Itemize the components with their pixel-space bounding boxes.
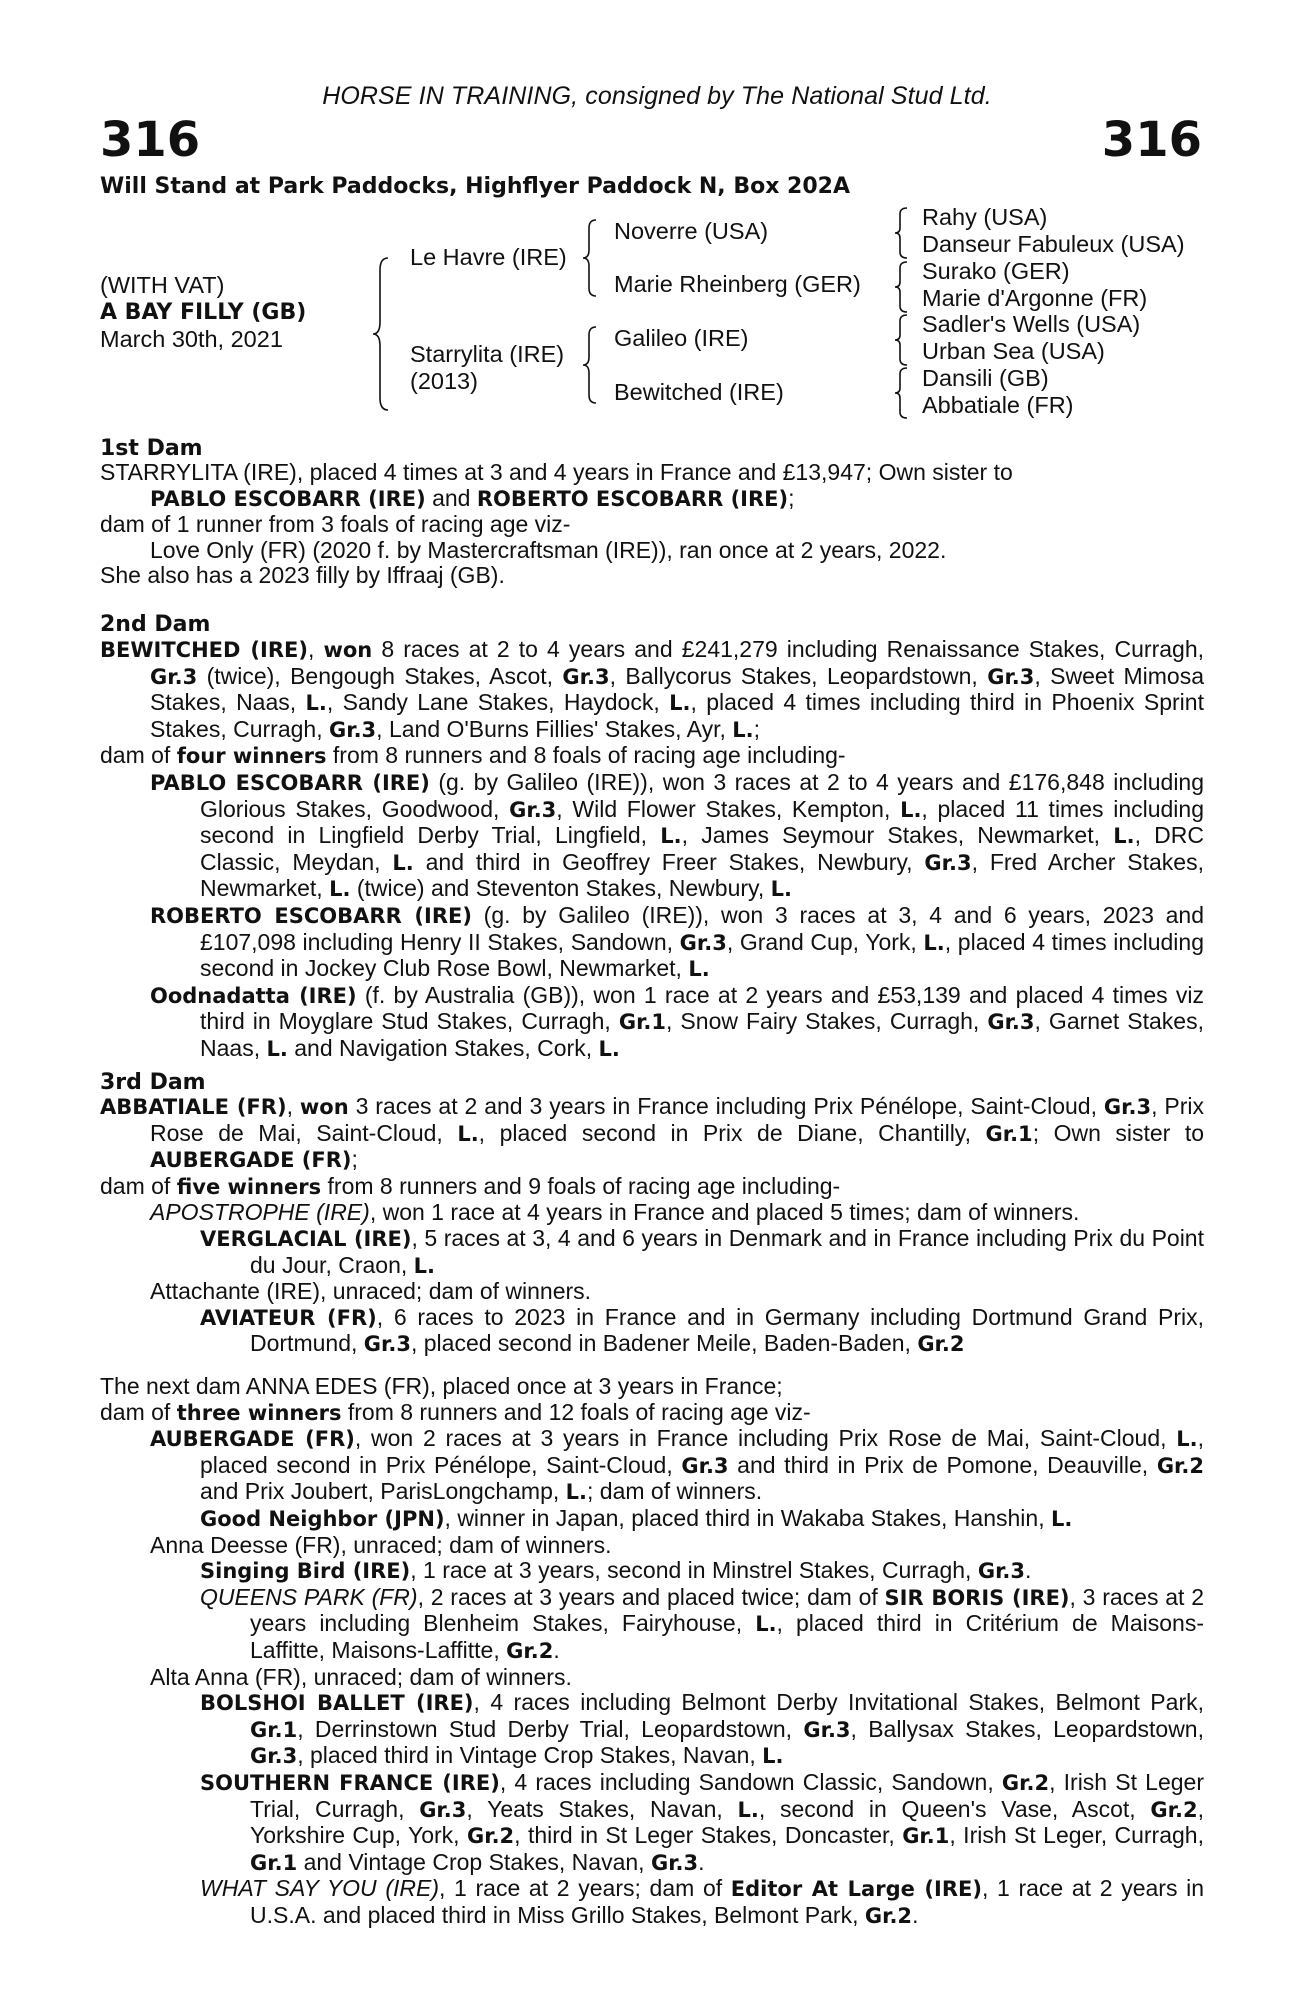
first-dam-section <box>100 460 1204 589</box>
text: , won 1 race at 4 years in France and placed 5 times; dam of winners. <box>369 1199 1080 1226</box>
aviateur-entry <box>100 1305 1204 1358</box>
text: , won 2 races at 3 years in France including Prix Rose de Mai, Saint-Cloud, <box>354 1425 1177 1452</box>
first-dam-sister-line <box>100 486 1204 513</box>
anna-deesse-entry <box>100 1533 1204 1559</box>
dam: Starrylita (IRE) <box>410 341 565 367</box>
text: , Sandy Lane Stakes, Haydock, <box>326 689 670 716</box>
horse-name: PABLO ESCOBARR (IRE) <box>150 486 426 511</box>
third-dam-section <box>100 1094 1204 1358</box>
horse-name: BOLSHOI BALLET (IRE) <box>200 1691 474 1716</box>
sire-dam: Marie Rheinberg (GER) <box>614 271 861 297</box>
text: , Yeats Stakes, Navan, <box>466 1795 738 1822</box>
text: and third in Geoffrey Freer Stakes, Newbury, <box>413 848 925 875</box>
text: from 8 runners and 8 foals of racing age including- <box>326 742 846 769</box>
ssd: Danseur Fabuleux (USA) <box>922 231 1185 257</box>
text: , Yorkshire Cup, York, <box>250 1795 1204 1849</box>
grade: Gr.3 <box>924 850 972 875</box>
brace-main <box>370 256 394 412</box>
text: and third in Prix de Pomone, Deauville, <box>728 1451 1157 1478</box>
text: , 1 race at 2 years in U.S.A. and placed third in Miss Grillo Stakes, Belmont Park, <box>250 1875 1205 1928</box>
sire: Le Havre (IRE) <box>410 244 567 270</box>
third-dam-title: 3rd Dam <box>100 1070 206 1095</box>
grade: Gr.2 <box>1156 1453 1205 1478</box>
text: and Prix Joubert, ParisLongchamp, <box>200 1478 566 1505</box>
singing-bird-entry <box>100 1558 1204 1585</box>
lot-name: A BAY FILLY (GB) <box>100 300 307 325</box>
what-say-you-entry <box>100 1876 1204 1929</box>
horse-name: ROBERTO ESCOBARR (IRE) <box>150 903 472 928</box>
grade: Gr.3 <box>328 717 377 742</box>
grade: Gr.3 <box>250 1744 298 1769</box>
text: , Sweet Mimosa Stakes, Naas, <box>150 662 1204 716</box>
text: and Navigation Stakes, Cork, <box>287 1034 599 1061</box>
text: dam of <box>100 742 177 769</box>
stand-location: Will Stand at Park Paddocks, Highflyer Paddock N, Box 202A <box>100 174 851 199</box>
verglacial-entry <box>100 1226 1204 1279</box>
horse-name: ROBERTO ESCOBARR (IRE) <box>476 486 789 511</box>
horse-name: AUBERGADE (FR) <box>150 1148 352 1173</box>
text: , Grand Cup, York, <box>726 928 924 955</box>
text: won <box>299 1095 349 1119</box>
brace-dd <box>892 366 912 420</box>
grade: L. <box>732 717 754 742</box>
horse-name: QUEENS PARK (FR) <box>200 1583 418 1610</box>
grade: L. <box>688 957 710 982</box>
ddd: Abbatiale (FR) <box>922 392 1074 418</box>
grade: Gr.2 <box>1001 1770 1050 1795</box>
text: , placed second in Prix Pénélope, Saint-Cloud, <box>200 1425 1205 1478</box>
horse-name: Oodnadatta (IRE) <box>150 983 357 1008</box>
text: 3 races at 2 and 3 years in France including Prix Pénélope, Saint-Cloud, <box>348 1093 1104 1119</box>
text: , <box>286 1093 300 1119</box>
grade: Gr.3 <box>681 1453 729 1478</box>
grade: L. <box>737 1797 759 1822</box>
grade: Gr.3 <box>562 664 610 689</box>
grade: L. <box>660 824 682 849</box>
second-dam-produce <box>100 743 1204 770</box>
grade: L. <box>329 877 351 902</box>
sds: Surako (GER) <box>922 258 1070 284</box>
grade: Gr.2 <box>1150 1797 1198 1822</box>
text: , Ballycorus Stakes, Leopardstown, <box>609 662 988 689</box>
grade: Gr.3 <box>150 664 198 689</box>
text: , 1 race at 3 years, second in Minstrel Stakes, Curragh, <box>410 1557 978 1584</box>
grade: L. <box>565 1480 588 1505</box>
pablo-entry <box>100 770 1204 903</box>
grade: Gr.1 <box>902 1824 950 1849</box>
horse-name: Editor At Large (IRE) <box>730 1877 982 1902</box>
brace-ss <box>892 206 912 260</box>
text: Attachante (IRE), unraced; dam of winners. <box>150 1278 592 1305</box>
text: (twice) and Steventon Stakes, Newbury, <box>350 875 771 902</box>
text: . <box>1025 1557 1032 1584</box>
grade: Gr.1 <box>250 1717 298 1742</box>
text: She also has a 2023 filly by Iffraaj (GB). <box>100 562 505 589</box>
text: , Ballysax Stakes, Leopardstown, <box>850 1715 1204 1742</box>
southern-france-entry <box>100 1770 1204 1876</box>
grade: Gr.3 <box>987 664 1035 689</box>
text: (g. by Galileo (IRE)), won 3 races at 3, 4 and 6 years, 2023 and £107,098 including Henry II Stakes, Sandown, <box>200 901 1204 955</box>
grade: L. <box>1050 1506 1073 1531</box>
grade: L. <box>1113 824 1135 849</box>
grade: Gr.3 <box>363 1332 411 1357</box>
sdd: Marie d'Argonne (FR) <box>922 285 1148 311</box>
grade: L. <box>598 1036 620 1061</box>
brace-dam <box>580 325 602 405</box>
vat-note: (WITH VAT) <box>100 272 225 298</box>
grade: Gr.1 <box>250 1850 298 1875</box>
text: . <box>698 1848 705 1875</box>
text: , James Seymour Stakes, Newmarket, <box>681 822 1114 849</box>
text: . <box>912 1901 919 1928</box>
horse-name: SOUTHERN FRANCE (IRE) <box>200 1770 500 1795</box>
first-dam-foal <box>100 538 1204 564</box>
text: STARRYLITA (IRE), placed 4 times at 3 and 4 years in France and £13,947; Own sister to <box>100 459 1013 485</box>
text: dam of <box>100 1172 177 1199</box>
lot-dob: March 30th, 2021 <box>100 326 283 352</box>
horse-name: WHAT SAY YOU (IRE) <box>200 1875 439 1902</box>
grade: Gr.1 <box>985 1121 1033 1146</box>
text: , Prix Rose de Mai, Saint-Cloud, <box>150 1093 1205 1146</box>
grade: L. <box>669 691 691 716</box>
grade: L. <box>305 691 327 716</box>
text: 8 races at 2 to 4 years and £241,279 including Renaissance Stakes, Curragh, <box>372 636 1205 662</box>
text: three winners <box>176 1400 342 1425</box>
second-dam-title: 2nd Dam <box>100 612 211 637</box>
text: won <box>323 638 373 662</box>
dam-year: (2013) <box>410 368 478 394</box>
text: , Garnet Stakes, Naas, <box>200 1008 1204 1061</box>
roberto-entry <box>100 903 1204 983</box>
first-dam-note <box>100 563 1204 589</box>
text: and <box>425 484 477 511</box>
text: , DRC Classic, Meydan, <box>200 822 1204 875</box>
text: (twice), Bengough Stakes, Ascot, <box>197 662 563 689</box>
aubergade-entry <box>100 1426 1204 1506</box>
grade: Gr.3 <box>650 1850 699 1875</box>
next-dam-produce <box>100 1400 1204 1427</box>
text: , 3 races at 2 years including Blenheim Stakes, Fairyhouse, <box>250 1583 1204 1637</box>
text: , placed second in Badener Meile, Baden-Baden, <box>410 1330 918 1357</box>
horse-name: APOSTROPHE (IRE) <box>150 1199 370 1226</box>
text: Love Only (FR) (2020 f. by Mastercraftsman (IRE)), ran once at 2 years, 2022. <box>150 536 947 563</box>
third-dam-produce <box>100 1174 1204 1201</box>
grade: Gr.2 <box>506 1638 554 1663</box>
text: (f. by Australia (GB)), won 1 race at 2 years and £53,139 and placed 4 times viz third in Moyglare Stud Stakes, Curragh, <box>200 981 1204 1035</box>
dds: Dansili (GB) <box>922 365 1049 391</box>
text: , placed 11 times including second in Lingfield Derby Trial, Lingfield, <box>200 795 1204 849</box>
text: dam of 1 runner from 3 foals of racing age viz- <box>100 511 571 538</box>
oodnadatta-entry <box>100 983 1204 1063</box>
grade: Gr.2 <box>864 1903 913 1928</box>
text: , Land O'Burns Fillies' Stakes, Ayr, <box>376 715 733 742</box>
text: ; <box>788 484 795 511</box>
text: , placed third in Vintage Crop Stakes, Navan, <box>297 1742 763 1769</box>
text: , Irish St Leger, Curragh, <box>949 1822 1204 1849</box>
text: , placed 4 times including third in Phoenix Sprint Stakes, Curragh, <box>150 689 1204 742</box>
dss: Sadler's Wells (USA) <box>922 311 1141 337</box>
text: five winners <box>176 1174 322 1199</box>
text: , 4 races including Belmont Derby Invitational Stakes, Belmont Park, <box>473 1689 1204 1716</box>
lot-number-left: 316 <box>100 112 201 168</box>
brace-ds <box>892 313 912 367</box>
text: , 1 race at 2 years; dam of <box>439 1875 731 1902</box>
horse-name: BEWITCHED (IRE) <box>100 638 308 662</box>
text: dam of <box>100 1398 177 1425</box>
grade: L. <box>770 877 792 902</box>
grade: L. <box>1176 1427 1198 1452</box>
bolshoi-ballet-entry <box>100 1690 1204 1770</box>
good-neighbor-entry <box>100 1506 1204 1533</box>
horse-name: AVIATEUR (FR) <box>200 1305 377 1330</box>
text: ; <box>753 715 760 742</box>
grade: L. <box>923 930 945 955</box>
text: and Vintage Crop Stakes, Navan, <box>297 1848 651 1875</box>
grade: Gr.3 <box>1103 1095 1152 1119</box>
horse-name: SIR BORIS (IRE) <box>884 1585 1070 1610</box>
alta-anna-entry <box>100 1665 1204 1691</box>
grade: Gr.2 <box>466 1824 515 1849</box>
lot-number-right: 316 <box>1101 112 1202 168</box>
grade: Gr.3 <box>419 1797 467 1822</box>
apostrophe-entry <box>100 1200 1204 1226</box>
grade: Gr.3 <box>803 1717 851 1742</box>
text: , placed third in Critérium de Maisons-Laffitte, Maisons-Laffitte, <box>250 1610 1204 1663</box>
text: , placed 4 times including second in Jockey Club Rose Bowl, Newmarket, <box>200 928 1204 982</box>
horse-name: ABBATIALE (FR) <box>100 1095 287 1119</box>
horse-name: Good Neighbor (JPN) <box>200 1506 445 1531</box>
grade: Gr.2 <box>917 1332 965 1357</box>
grade: L. <box>413 1253 436 1278</box>
sire-sire: Noverre (USA) <box>614 218 769 244</box>
text: The next dam ANNA EDES (FR), placed once at 3 years in France; <box>100 1373 783 1399</box>
horse-name: PABLO ESCOBARR (IRE) <box>150 770 430 795</box>
grade: L. <box>266 1036 288 1061</box>
text: , winner in Japan, placed third in Wakaba Stakes, Hanshin, <box>444 1504 1051 1531</box>
grade: L. <box>762 1744 784 1769</box>
dam-sire: Galileo (IRE) <box>614 325 749 351</box>
text: , Fred Archer Stakes, Newmarket, <box>200 848 1204 902</box>
grade: Gr.1 <box>618 1010 667 1035</box>
horse-name: AUBERGADE (FR) <box>150 1427 355 1452</box>
text: . <box>553 1636 560 1663</box>
horse-name: Singing Bird (IRE) <box>200 1559 411 1584</box>
text: four winners <box>176 744 327 769</box>
text: ; dam of winners. <box>587 1478 763 1505</box>
grade: L. <box>900 797 922 822</box>
text: , 6 races to 2023 in France and in Germany including Dortmund Grand Prix, Dortmund, <box>250 1303 1204 1357</box>
grade: Gr.3 <box>509 797 557 822</box>
attachante-entry <box>100 1279 1204 1305</box>
text: ; Own sister to <box>1032 1119 1205 1146</box>
grade: Gr.3 <box>977 1559 1026 1584</box>
text: , 2 races at 3 years and placed twice; dam of <box>417 1583 885 1610</box>
grade: L. <box>755 1612 777 1637</box>
first-dam-produce <box>100 512 1204 538</box>
text: , Wild Flower Stakes, Kempton, <box>556 795 901 822</box>
text: , third in St Leger Stakes, Doncaster, <box>514 1822 903 1849</box>
text: , <box>307 636 324 662</box>
abbatiale-entry <box>100 1094 1204 1174</box>
text: , Derrinstown Stud Derby Trial, Leopardstown, <box>297 1715 804 1742</box>
text: , second in Queen's Vase, Ascot, <box>758 1795 1151 1822</box>
text: ; <box>351 1146 358 1173</box>
dam-dam: Bewitched (IRE) <box>614 379 784 405</box>
sss: Rahy (USA) <box>922 204 1048 230</box>
horse-name: VERGLACIAL (IRE) <box>200 1226 412 1251</box>
bewitched-entry <box>100 637 1204 743</box>
first-dam-line <box>100 460 1204 486</box>
dsd: Urban Sea (USA) <box>922 338 1105 364</box>
grade: L. <box>392 850 414 875</box>
consignment-line: HORSE IN TRAINING, consigned by The National Stud Ltd. <box>322 82 992 110</box>
next-dam-line <box>100 1374 1204 1400</box>
text: , 5 races at 3, 4 and 6 years in Denmark and in France including Prix du Point du Jour, Craon, <box>250 1224 1204 1278</box>
text: from 8 runners and 9 foals of racing age including- <box>321 1172 841 1199</box>
next-dam-section <box>100 1374 1204 1929</box>
text: , placed second in Prix de Diane, Chantilly, <box>478 1119 986 1146</box>
first-dam-title: 1st Dam <box>100 436 203 461</box>
grade: L. <box>457 1121 479 1146</box>
brace-sire <box>580 218 602 298</box>
text: , Irish St Leger Trial, Curragh, <box>250 1768 1204 1822</box>
text: Anna Deesse (FR), unraced; dam of winners. <box>150 1531 612 1558</box>
second-dam-section <box>100 637 1204 1063</box>
text: , Snow Fairy Stakes, Curragh, <box>666 1008 988 1035</box>
grade: Gr.3 <box>987 1010 1035 1035</box>
text: from 8 runners and 12 foals of racing age viz- <box>341 1398 811 1425</box>
text: (g. by Galileo (IRE)), won 3 races at 2 to 4 years and £176,848 including Glorious Stakes, Goodwood, <box>200 768 1205 822</box>
text: , 4 races including Sandown Classic, Sandown, <box>499 1768 1002 1795</box>
text: Alta Anna (FR), unraced; dam of winners. <box>150 1663 572 1690</box>
queens-park-entry <box>100 1585 1204 1665</box>
grade: Gr.3 <box>679 930 727 955</box>
brace-sd <box>892 260 912 314</box>
